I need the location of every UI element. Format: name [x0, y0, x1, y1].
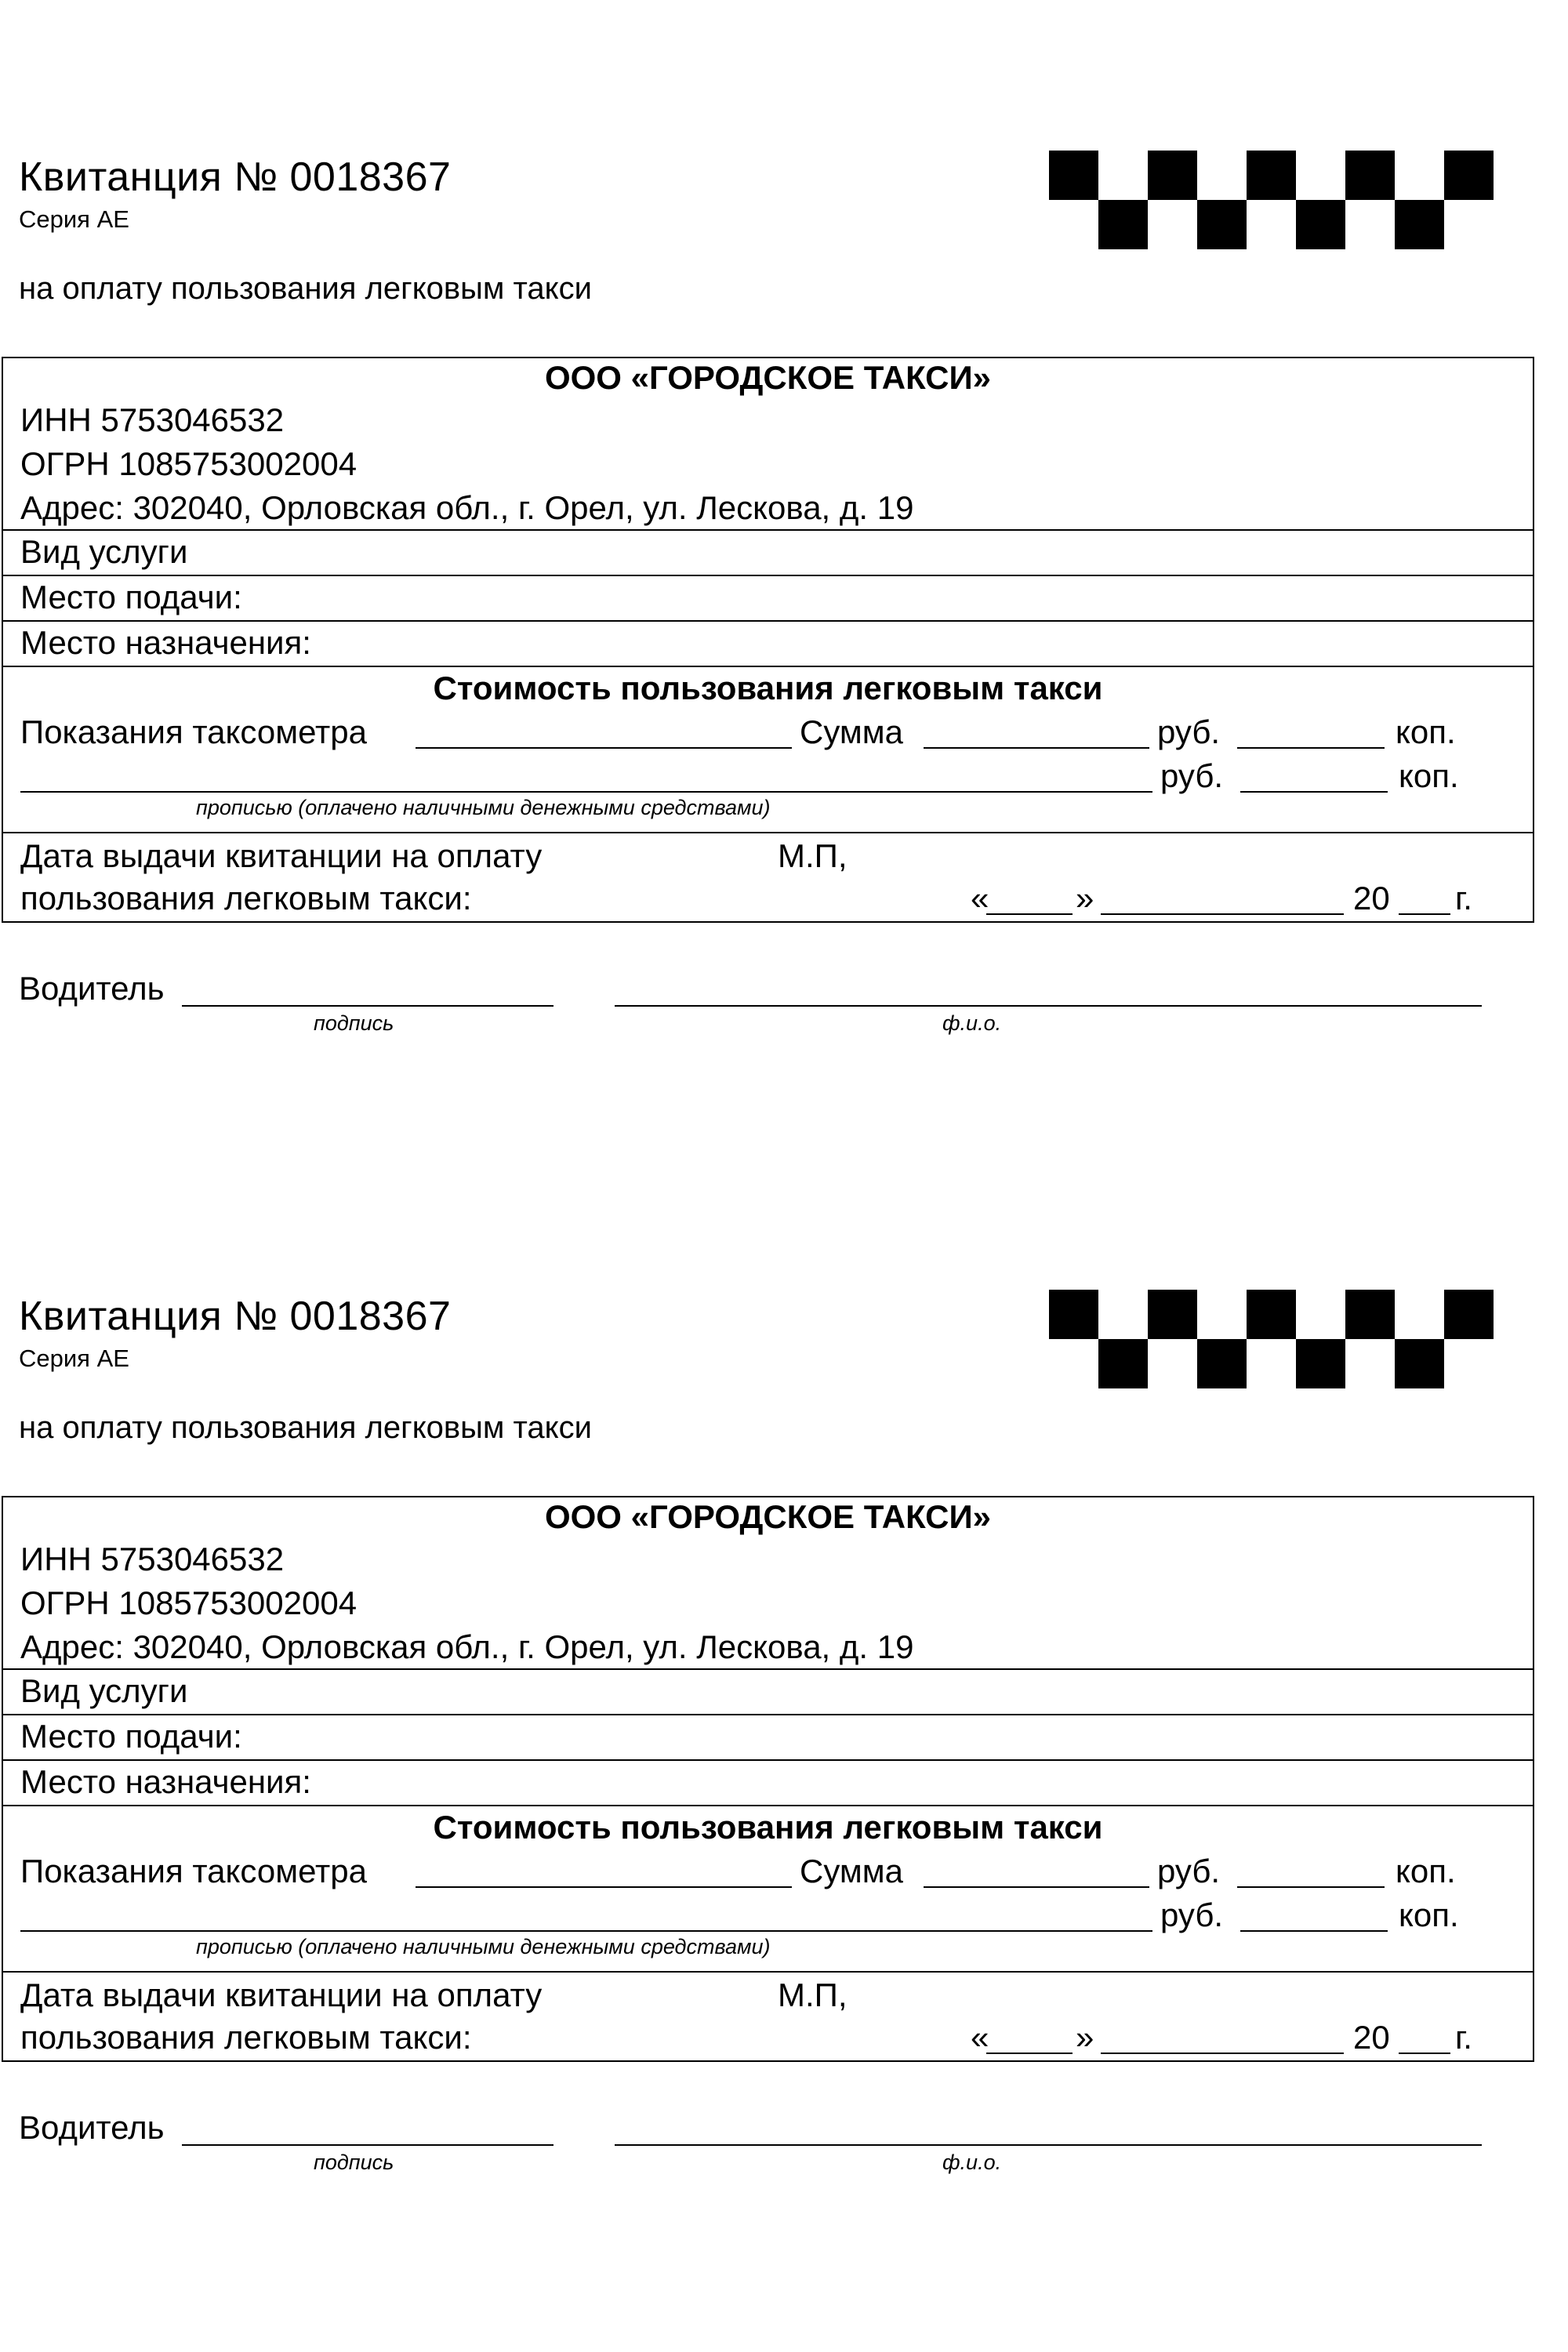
signature-hint: подпись — [314, 1011, 394, 1035]
amount-in-words-line[interactable] — [20, 1930, 1152, 1932]
destination-label: Место назначения: — [20, 1763, 311, 1800]
receipt-series: Серия АЕ — [19, 1345, 129, 1372]
divider — [3, 575, 1533, 576]
issue-date-label-2: пользования легковым такси: — [20, 880, 472, 916]
driver-label: Водитель — [19, 2109, 165, 2146]
divider — [3, 1668, 1533, 1670]
company-address: Адрес: 302040, Орловская обл., г. Орел, ул. Лескова, д. 19 — [20, 1628, 914, 1665]
month-line[interactable] — [1101, 913, 1344, 915]
pickup-label: Место подачи: — [20, 1718, 242, 1755]
sum-label: Сумма — [800, 1853, 903, 1889]
year-prefix: 20 — [1353, 880, 1390, 916]
year-suffix: г. — [1455, 880, 1472, 916]
sum-label: Сумма — [800, 713, 903, 750]
sum-kop-line[interactable] — [1237, 747, 1385, 749]
meter-reading-line[interactable] — [416, 747, 792, 749]
issue-date-label-2: пользования легковым такси: — [20, 2019, 472, 2056]
month-line[interactable] — [1101, 2053, 1344, 2054]
kop-label: коп. — [1399, 1896, 1459, 1933]
year-line[interactable] — [1399, 913, 1450, 915]
service-label: Вид услуги — [20, 1672, 188, 1709]
divider — [3, 1971, 1533, 1973]
sum-rub-line[interactable] — [924, 1886, 1149, 1888]
meter-label: Показания таксометра — [20, 1853, 368, 1889]
destination-label: Место назначения: — [20, 624, 311, 661]
divider — [3, 1759, 1533, 1761]
company-inn: ИНН 5753046532 — [20, 1541, 285, 1577]
rub-label: руб. — [1160, 1896, 1224, 1933]
receipt-table — [2, 1496, 1534, 2062]
company-name: ООО «ГОРОДСКОЕ ТАКСИ» — [544, 1498, 992, 1535]
divider — [3, 666, 1533, 667]
receipt-2 — [0, 1139, 1568, 2237]
divider — [3, 1805, 1533, 1806]
in-words-hint: прописью (оплачено наличными денежными средствами) — [196, 796, 771, 819]
rub-label: руб. — [1160, 757, 1224, 794]
rub-label: руб. — [1157, 713, 1221, 750]
issue-date-label-1: Дата выдачи квитанции на оплату — [20, 837, 543, 874]
words-kop-line[interactable] — [1240, 791, 1388, 793]
divider — [3, 620, 1533, 622]
kop-label: коп. — [1396, 713, 1456, 750]
quote-open: « — [971, 2019, 989, 2056]
kop-label: коп. — [1399, 757, 1459, 794]
driver-signature-line[interactable] — [182, 1005, 554, 1007]
quote-open: « — [971, 880, 989, 916]
fio-hint: ф.и.о. — [942, 2151, 1002, 2174]
receipt-1 — [0, 0, 1568, 1098]
in-words-hint: прописью (оплачено наличными денежными средствами) — [196, 1935, 771, 1958]
company-name: ООО «ГОРОДСКОЕ ТАКСИ» — [544, 359, 992, 396]
receipt-purpose: на оплату пользования легковым такси — [19, 1410, 592, 1445]
receipt-title: Квитанция № 0018367 — [19, 154, 452, 200]
fio-hint: ф.и.о. — [942, 1011, 1002, 1035]
receipt-purpose: на оплату пользования легковым такси — [19, 271, 592, 306]
company-ogrn: ОГРН 1085753002004 — [20, 445, 358, 482]
service-label: Вид услуги — [20, 533, 188, 570]
cost-heading: Стоимость пользования легковым такси — [433, 1809, 1103, 1846]
divider — [3, 832, 1533, 833]
driver-label: Водитель — [19, 970, 165, 1007]
rub-label: руб. — [1157, 1853, 1221, 1889]
issue-date-label-1: Дата выдачи квитанции на оплату — [20, 1976, 543, 2013]
stamp-label: М.П, — [778, 837, 848, 874]
meter-reading-line[interactable] — [416, 1886, 792, 1888]
cost-heading: Стоимость пользования легковым такси — [433, 670, 1103, 706]
driver-fio-line[interactable] — [615, 2144, 1482, 2146]
stamp-label: М.П, — [778, 1976, 848, 2013]
day-line[interactable] — [986, 913, 1073, 915]
amount-in-words-line[interactable] — [20, 791, 1152, 793]
sum-kop-line[interactable] — [1237, 1886, 1385, 1888]
signature-hint: подпись — [314, 2151, 394, 2174]
year-prefix: 20 — [1353, 2019, 1390, 2056]
receipt-table — [2, 357, 1534, 923]
taxi-checker-logo — [1049, 1290, 1496, 1390]
receipt-series: Серия АЕ — [19, 205, 129, 233]
meter-label: Показания таксометра — [20, 713, 368, 750]
words-kop-line[interactable] — [1240, 1930, 1388, 1932]
divider — [3, 1714, 1533, 1715]
company-ogrn: ОГРН 1085753002004 — [20, 1584, 358, 1621]
driver-signature-line[interactable] — [182, 2144, 554, 2146]
divider — [3, 529, 1533, 531]
day-line[interactable] — [986, 2053, 1073, 2054]
quote-close: » — [1076, 880, 1094, 916]
receipt-title: Квитанция № 0018367 — [19, 1294, 452, 1339]
driver-fio-line[interactable] — [615, 1005, 1482, 1007]
year-line[interactable] — [1399, 2053, 1450, 2054]
quote-close: » — [1076, 2019, 1094, 2056]
company-inn: ИНН 5753046532 — [20, 401, 285, 438]
sum-rub-line[interactable] — [924, 747, 1149, 749]
taxi-checker-logo — [1049, 151, 1496, 251]
kop-label: коп. — [1396, 1853, 1456, 1889]
year-suffix: г. — [1455, 2019, 1472, 2056]
company-address: Адрес: 302040, Орловская обл., г. Орел, ул. Лескова, д. 19 — [20, 489, 914, 526]
pickup-label: Место подачи: — [20, 579, 242, 615]
